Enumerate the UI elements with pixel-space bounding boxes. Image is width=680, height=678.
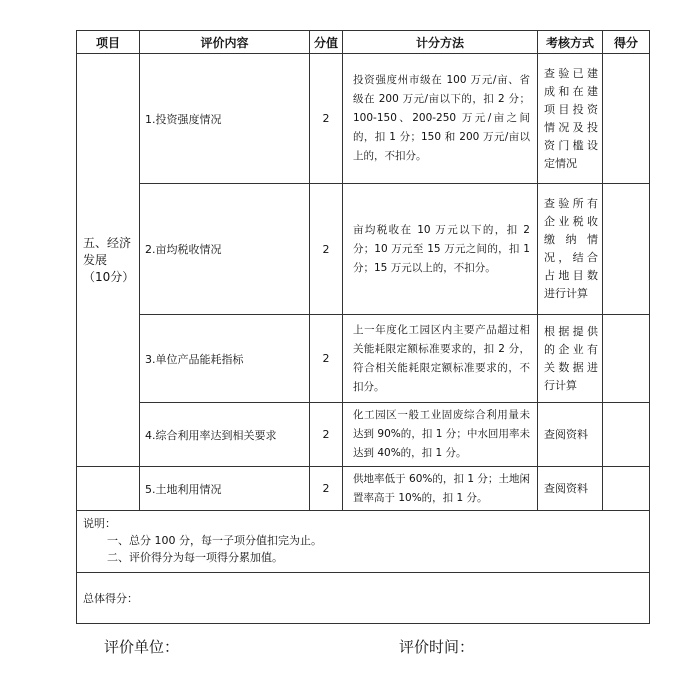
item-cell: 2.亩均税收情况: [140, 184, 310, 315]
points-cell[interactable]: [603, 467, 650, 511]
score-cell: 2: [310, 467, 343, 511]
header-row: [77, 31, 650, 54]
notes-row: [77, 511, 650, 573]
evaluation-table: [76, 30, 650, 624]
category-cell: 五、经济发展（10分）: [77, 54, 140, 467]
assessment-cell: 查验已建成和在建项目投资情况及投资门槛设定情况: [538, 54, 603, 184]
category-cell-empty: [77, 467, 140, 511]
evaluation-time-label: 评价时间：: [399, 638, 475, 656]
table-row: [77, 184, 650, 315]
header-score: 分值: [310, 31, 343, 54]
assessment-cell: 查阅资料: [538, 403, 603, 467]
total-score-label: 总体得分：: [83, 592, 138, 605]
table-row: [77, 467, 650, 511]
score-cell: 2: [310, 184, 343, 315]
method-cell: 供地率低于 60%的，扣 1 分；土地闲置率高于 10%的，扣 1 分。: [343, 467, 538, 511]
total-row: [77, 573, 650, 624]
table-row: [77, 403, 650, 467]
method-cell: 亩均税收在 10 万元以下的，扣 2 分；10 万元至 15 万元之间的，扣 1 分；15 万元以上的，不扣分。: [343, 184, 538, 315]
method-cell: 投资强度州市级在 100 万元/亩、省级在 200 万元/亩以下的，扣 2 分；100-150、200-250 万元/亩之间的，扣 1 分；150 和 200 万元/亩以上的，不扣分。: [343, 54, 538, 184]
item-cell: 1.投资强度情况: [140, 54, 310, 184]
item-cell: 3.单位产品能耗指标: [140, 315, 310, 403]
method-cell: 化工园区一般工业固废综合利用量未达到 90%的，扣 1 分；中水回用率未达到 40%的，扣 1 分。: [343, 403, 538, 467]
points-cell[interactable]: [603, 315, 650, 403]
assessment-cell: 查阅资料: [538, 467, 603, 511]
table-row: [77, 315, 650, 403]
method-cell: 上一年度化工园区内主要产品超过相关能耗限定额标准要求的，扣 2 分，符合相关能耗限定额标准要求的，不扣分。: [343, 315, 538, 403]
points-cell[interactable]: [603, 184, 650, 315]
table-row: [77, 54, 650, 184]
score-cell: 2: [310, 54, 343, 184]
score-cell: 2: [310, 315, 343, 403]
assessment-cell: 根据提供的企业有关数据进行计算: [538, 315, 603, 403]
header-content: 评价内容: [140, 31, 310, 54]
total-score-cell[interactable]: [77, 573, 650, 624]
evaluation-unit-label: 评价单位：: [104, 638, 180, 656]
header-method: 计分方法: [343, 31, 538, 54]
item-cell: 5.土地利用情况: [140, 467, 310, 511]
score-cell: 2: [310, 403, 343, 467]
points-cell[interactable]: [603, 403, 650, 467]
assessment-cell: 查验所有企业税收缴纳情况，结合占地目数进行计算: [538, 184, 603, 315]
item-cell: 4.综合利用率达到相关要求: [140, 403, 310, 467]
points-cell[interactable]: [603, 54, 650, 184]
header-points: 得分: [603, 31, 650, 54]
notes-line-2: 二、评价得分为每一项得分累加值。: [107, 551, 283, 564]
notes-cell: [77, 511, 650, 573]
header-project: 项目: [77, 31, 140, 54]
notes-title: 说明：: [83, 517, 116, 530]
header-assessment: 考核方式: [538, 31, 603, 54]
notes-line-1: 一、总分 100 分，每一子项分值扣完为止。: [107, 534, 322, 547]
